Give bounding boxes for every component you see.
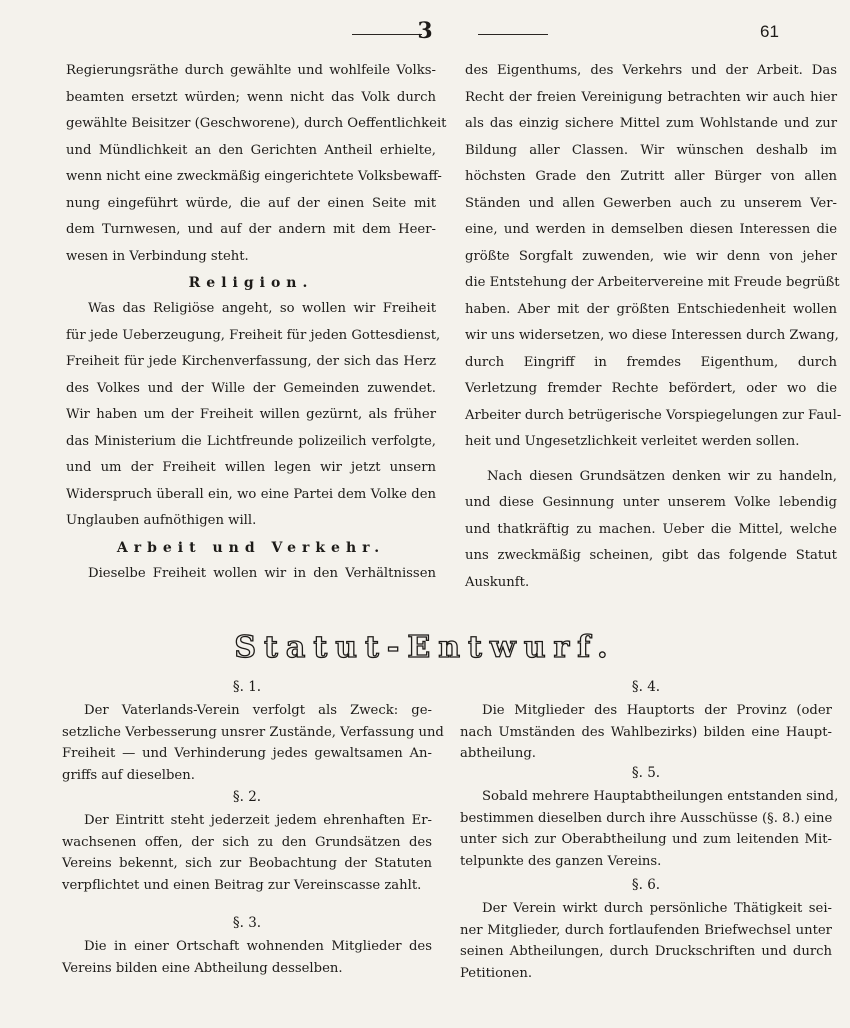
- text-line: Der Vaterlands-Verein verfolgt als Zweck: ge-: [84, 703, 432, 718]
- section-number: §. 3.: [232, 915, 262, 931]
- text-line: größte Sorgfalt zuwenden, wie wir denn von jeher: [465, 248, 837, 264]
- text-line: Vereins bekennt, sich zur Beobachtung der Statuten: [62, 856, 432, 871]
- text-line: Vereins bilden eine Abtheilung desselben.: [62, 960, 343, 976]
- text-line: verpflichtet und einen Beitrag zur Vereinscasse zahlt.: [62, 877, 422, 893]
- text-line: das Ministerium die Lichtfreunde polizeilich verfolgte,: [66, 433, 436, 449]
- section-3: [62, 912, 432, 979]
- text-line: Die Mitglieder des Hauptorts der Provinz (oder: [482, 703, 832, 718]
- left-para-3: [66, 561, 436, 588]
- section-number: §. 2.: [232, 789, 262, 805]
- text-line: durch Eingriff in fremdes Eigenthum, durch: [465, 354, 837, 370]
- left-para-1: [66, 58, 447, 270]
- page-number-right: 61: [760, 22, 779, 41]
- text-line: seinen Abtheilungen, durch Druckschriften und durch: [460, 944, 832, 959]
- section-2: [62, 786, 432, 896]
- text-line: unter sich zur Oberabtheilung und zum leitenden Mit-: [460, 832, 832, 847]
- text-line: eine, und werden in demselben diesen Interessen die: [465, 222, 837, 237]
- text-line: für jede Ueberzeugung, Freiheit für jeden Gottesdienst,: [66, 327, 441, 343]
- text-line: nach Umständen des Wahlbezirks) bilden eine Haupt-: [460, 724, 832, 740]
- text-line: und thatkräftig zu machen. Ueber die Mittel, welche: [465, 521, 837, 537]
- text-line: wesen in Verbindung steht.: [66, 248, 249, 264]
- text-line: Widerspruch überall ein, wo eine Partei dem Volke den: [66, 486, 436, 502]
- section-number: §. 5.: [631, 765, 661, 781]
- text-line: Was das Religiöse angeht, so wollen wir Freiheit: [88, 301, 436, 316]
- section-1: [62, 676, 444, 786]
- text-line: Dieselbe Freiheit wollen wir in den Verhältnissen: [88, 565, 436, 581]
- text-line: haben. Aber mit der größten Entschiedenheit wollen: [465, 301, 837, 317]
- right-para-2: [465, 464, 837, 597]
- text-line: des Volkes und der Wille der Gemeinden zuwendet.: [66, 380, 436, 396]
- text-line: abtheilung.: [460, 746, 536, 761]
- section-5: [460, 762, 839, 872]
- text-line: Freiheit — und Verhinderung jedes gewaltsamen An-: [62, 746, 432, 761]
- text-line: Bildung aller Classen. Wir wünschen deshalb im: [465, 142, 837, 158]
- text-line: heit und Ungesetzlichkeit verleitet werden sollen.: [465, 434, 800, 449]
- text-line: Nach diesen Grundsätzen denken wir zu handeln,: [487, 468, 837, 484]
- text-line: telpunkte des ganzen Vereins.: [460, 853, 662, 869]
- text-line: uns zweckmäßig scheinen, gibt das folgende Statut: [465, 548, 837, 563]
- heading-religion: Religion.: [188, 275, 314, 291]
- text-line: dem Turnwesen, und auf der andern mit dem Heer-: [66, 222, 436, 237]
- page-number-center: 3: [417, 18, 433, 44]
- heading-arbeit-verkehr: Arbeit und Verkehr.: [116, 539, 386, 556]
- text-line: und diese Gesinnung unter unserem Volke lebendig: [465, 495, 837, 510]
- text-line: Recht der freien Vereinigung betrachten wir auch hier: [465, 89, 837, 105]
- section-number: §. 6.: [631, 877, 661, 893]
- text-line: setzliche Verbesserung unsrer Zustände, Verfassung und: [62, 724, 444, 740]
- text-line: Auskunft.: [465, 574, 530, 590]
- text-line: nung eingeführt würde, die auf der einen Seite mit: [66, 195, 436, 211]
- text-line: als das einzig sichere Mittel zum Wohlstande und zur: [465, 116, 837, 131]
- text-line: Arbeiter durch betrügerische Vorspiegelungen zur Faul-: [465, 407, 842, 423]
- text-line: und Mündlichkeit an den Gerichten Antheil erhielte,: [66, 142, 436, 158]
- text-line: wenn nicht eine zweckmäßig eingerichtete Volksbewaff-: [66, 169, 442, 184]
- statut-title: Statut-Entwurf.: [234, 630, 616, 665]
- text-line: Der Verein wirkt durch persönliche Thätigkeit sei-: [482, 901, 832, 916]
- text-line: des Eigenthums, des Verkehrs und der Arbeit. Das: [465, 63, 837, 78]
- text-line: und um der Freiheit willen legen wir jetzt unsern: [66, 460, 436, 475]
- text-line: gewählte Beisitzer (Geschworene), durch Oeffentlichkeit: [66, 116, 447, 131]
- left-para-2: [66, 296, 441, 535]
- text-line: Regierungsräthe durch gewählte und wohlfeile Volks-: [66, 63, 436, 78]
- text-line: höchsten Grade den Zutritt aller Bürger von allen: [465, 169, 837, 184]
- text-line: die Entstehung der Arbeitervereine mit Freude begrüßt: [465, 275, 840, 290]
- text-line: Freiheit für jede Kirchenverfassung, der sich das Herz: [66, 354, 436, 369]
- header-rule-right: [478, 34, 548, 35]
- right-para-1: [465, 58, 842, 456]
- section-number: §. 1.: [232, 679, 262, 695]
- text-line: ner Mitglieder, durch fortlaufenden Briefwechsel unter: [460, 922, 832, 938]
- text-line: Verletzung fremder Rechte befördert, oder wo die: [465, 381, 837, 396]
- text-line: Der Eintritt steht jederzeit jedem ehrenhaften Er-: [84, 813, 432, 828]
- section-6: [460, 874, 832, 984]
- right-column: [465, 58, 842, 596]
- text-line: beamten ersetzt würden; wenn nicht das Volk durch: [66, 89, 436, 105]
- text-line: Sobald mehrere Hauptabtheilungen entstanden sind,: [482, 789, 839, 804]
- section-number: §. 4.: [631, 679, 661, 695]
- text-line: Unglauben aufnöthigen will.: [66, 513, 257, 528]
- text-line: wir uns widersetzen, wo diese Interessen durch Zwang,: [465, 328, 839, 343]
- text-line: griffs auf dieselben.: [62, 767, 195, 783]
- text-line: Ständen und allen Gewerben auch zu unserem Ver-: [465, 195, 837, 211]
- text-line: wachsenen offen, der sich zu den Grundsätzen des: [62, 834, 432, 850]
- text-line: Die in einer Ortschaft wohnenden Mitglieder des: [84, 939, 432, 954]
- text-line: Petitionen.: [460, 965, 533, 981]
- text-line: Wir haben um der Freiheit willen gezürnt, als früher: [66, 407, 436, 422]
- text-line: bestimmen dieselben durch ihre Ausschüsse (§. 8.) eine: [460, 810, 833, 826]
- section-4: [460, 676, 832, 765]
- left-column: [66, 58, 447, 587]
